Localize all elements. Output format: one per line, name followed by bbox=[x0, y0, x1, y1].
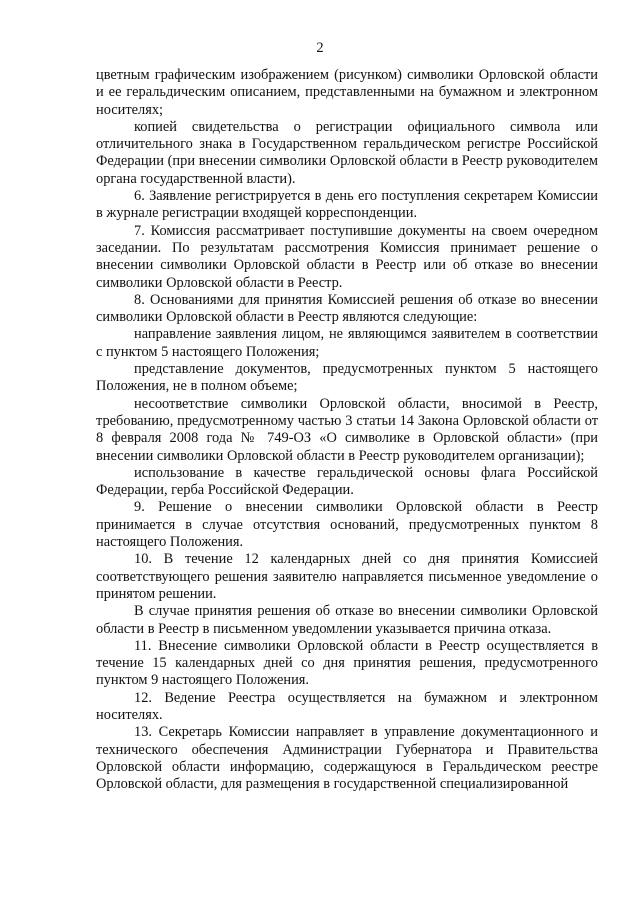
paragraph: 11. Внесение символики Орловской области в Реестр осуществляется в течение 15 календарных дней со дня принятия решения, предусмотренного пунктом 9 настоящего Положения. bbox=[96, 637, 598, 689]
paragraph: копией свидетельства о регистрации официального символа или отличительного знака в Государственном геральдическом регистре Российской Федерации (при внесении символики Орловской области в Реестр руководителем органа государственной власти). bbox=[96, 118, 598, 187]
paragraph: 9. Решение о внесении символики Орловской области в Реестр принимается в случае отсутствия оснований, предусмотренных пунктом 8 настоящего Положения. bbox=[96, 499, 598, 551]
paragraph: 10. В течение 12 календарных дней со дня принятия Комиссией соответствующего решения заявителю направляется письменное уведомление о принятом решении. bbox=[96, 551, 598, 602]
paragraph: В случае принятия решения об отказе во внесении символики Орловской области в Реестр в письменном уведомлении указывается причина отказа. bbox=[96, 603, 598, 637]
paragraph: 12. Ведение Реестра осуществляется на бумажном и электронном носителях. bbox=[96, 689, 598, 723]
paragraph: цветным графическим изображением (рисунком) символики Орловской области и ее геральдическим описанием, представленными на бумажном и электронном носителях; bbox=[96, 67, 598, 118]
paragraph: направление заявления лицом, не являющимся заявителем в соответствии с пунктом 5 настоящего Положения; bbox=[96, 326, 598, 360]
page-number: 2 bbox=[316, 40, 324, 56]
document-body bbox=[96, 67, 598, 793]
paragraph: 7. Комиссия рассматривает поступившие документы на своем очередном заседании. По результатам рассмотрения Комиссия принимает решение о внесении символики Орловской области в Реестр или об отказе во внесении символики Орловской области в Реестр. bbox=[96, 222, 598, 291]
paragraph: несоответствие символики Орловской области, вносимой в Реестр, требованию, предусмотренному частью 3 статьи 14 Закона Орловской области от 8 февраля 2008 года № 749-ОЗ «О символике в Орловской области» (при внесении символики Орловской области в Реестр руководителем организации); bbox=[96, 395, 598, 464]
paragraph: 13. Секретарь Комиссии направляет в управление документационного и технического обеспечения Администрации Губернатора и Правительства Орловской области информацию, содержащуюся в Геральдическом реестре Орловской области, для размещения в государственной специализированной bbox=[96, 724, 598, 793]
paragraph: 8. Основаниями для принятия Комиссией решения об отказе во внесении символики Орловской области в Реестр являются следующие: bbox=[96, 291, 598, 326]
paragraph: представление документов, предусмотренных пунктом 5 настоящего Положения, не в полном объеме; bbox=[96, 361, 598, 395]
paragraph: 6. Заявление регистрируется в день его поступления секретарем Комиссии в журнале регистрации входящей корреспонденции. bbox=[96, 188, 598, 222]
paragraph: использование в качестве геральдической основы флага Российской Федерации, герба Российской Федерации. bbox=[96, 464, 598, 499]
